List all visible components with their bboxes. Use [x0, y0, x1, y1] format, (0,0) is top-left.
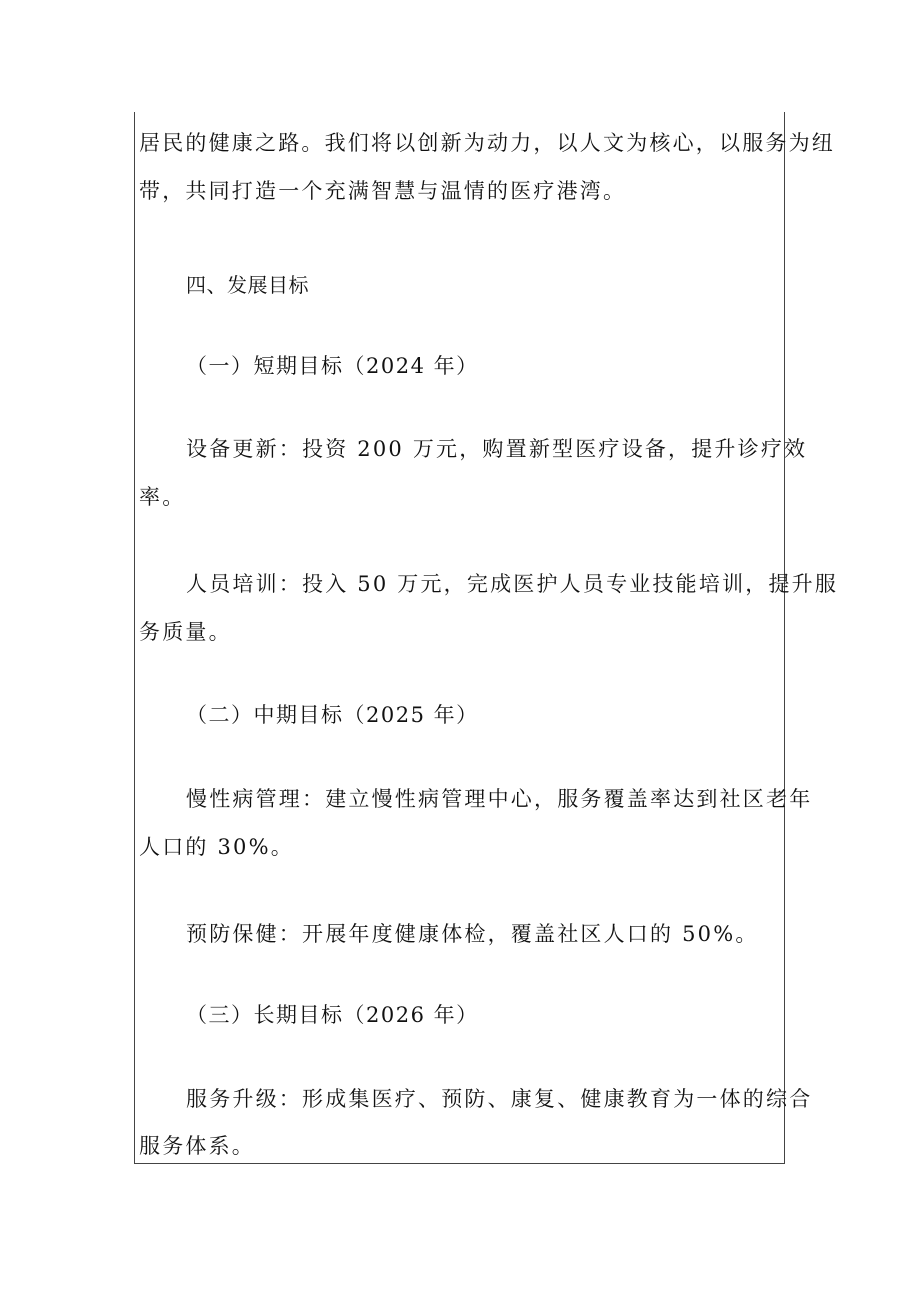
long-term-item-1-line-2: 服务体系。 [139, 1134, 255, 1158]
mid-term-item-1-line-2: 人口的 30%。 [139, 835, 294, 859]
short-term-item-2-line-1: 人员培训：投入 50 万元，完成医护人员专业技能培训，提升服 [186, 572, 839, 596]
intro-line-2: 带，共同打造一个充满智慧与温情的医疗港湾。 [139, 179, 627, 203]
short-term-item-2-line-2: 务质量。 [139, 620, 232, 644]
short-term-title: （一）短期目标（2024 年） [186, 354, 479, 378]
short-term-item-1-line-2: 率。 [139, 485, 186, 509]
long-term-title: （三）长期目标（2026 年） [186, 1003, 479, 1027]
short-term-item-1-line-1: 设备更新：投资 200 万元，购置新型医疗设备，提升诊疗效 [186, 437, 808, 461]
mid-term-title: （二）中期目标（2025 年） [186, 703, 479, 727]
long-term-item-1-line-1: 服务升级：形成集医疗、预防、康复、健康教育为一体的综合 [186, 1087, 813, 1111]
mid-term-item-1-line-1: 慢性病管理：建立慢性病管理中心，服务覆盖率达到社区老年 [186, 787, 813, 811]
mid-term-item-2-line-1: 预防保健：开展年度健康体检，覆盖社区人口的 50%。 [186, 922, 759, 946]
section-title: 四、发展目标 [186, 273, 309, 297]
intro-line-1: 居民的健康之路。我们将以创新为动力，以人文为核心，以服务为纽 [139, 131, 835, 155]
